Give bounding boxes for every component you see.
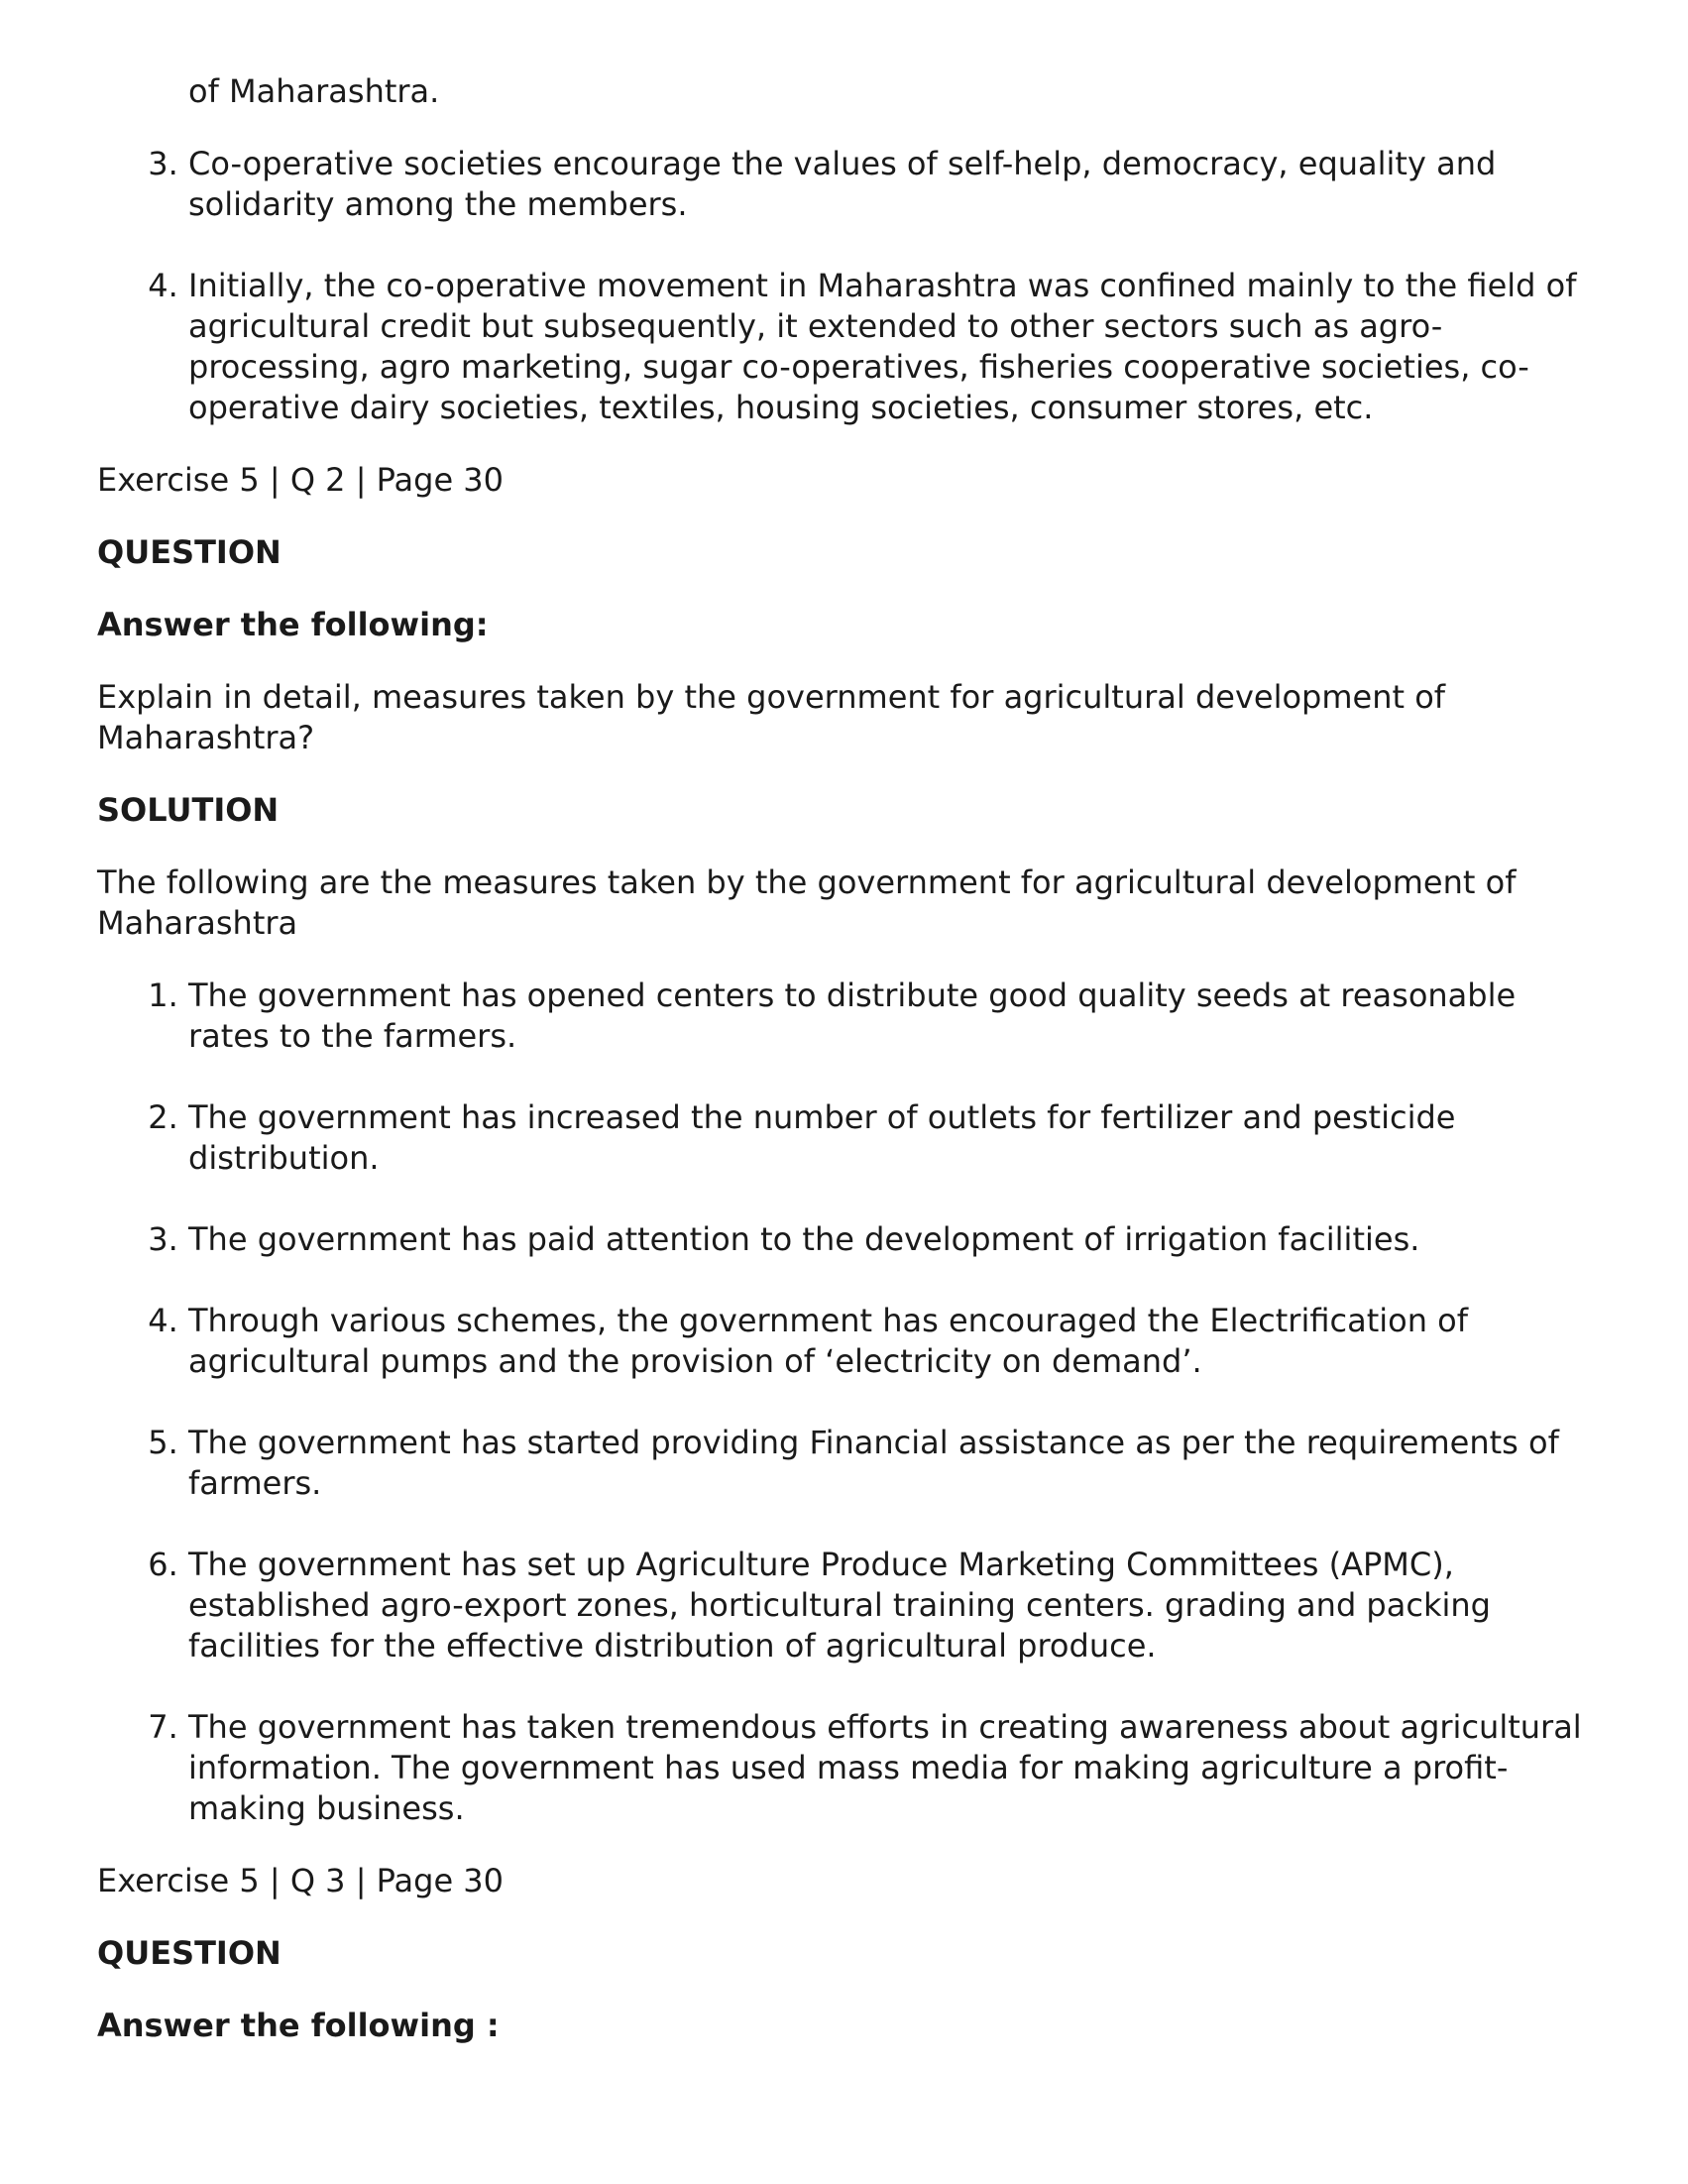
list-item: 1. The government has opened centers to distribute good quality seeds at reasonable rates to the farmers. (188, 976, 1584, 1057)
solution-heading: SOLUTION (97, 791, 280, 829)
list-item: 3. Co-operative societies encourage the values of self-help, democracy, equality and solidarity among the members. (188, 144, 1584, 225)
exercise-reference-q3: Exercise 5 | Q 3 | Page 30 (97, 1862, 505, 1899)
instruction-text: Answer the following: (97, 606, 489, 643)
list-item: 4. Initially, the co-operative movement in Maharashtra was confined mainly to the field of agricultural credit but subsequently, it extended to other sectors such as agro-processing, agro marketing, sugar co-operatives, fisheries cooperative societies, co-operative dairy societies, textiles, housing societies, consumer stores, etc. (188, 266, 1584, 428)
list-item: 6. The government has set up Agriculture Produce Marketing Committees (APMC), established agro-export zones, horticultural training centers. grading and packing facilities for the effective distribution of agricultural produce. (188, 1545, 1584, 1667)
question-text: Explain in detail, measures taken by the government for agricultural development of Maharashtra? (97, 678, 1446, 756)
previous-solution-list (97, 144, 1584, 428)
question-heading: QUESTION (97, 1934, 281, 1972)
list-item: 5. The government has started providing Financial assistance as per the requirements of farmers. (188, 1423, 1584, 1504)
instruction-text: Answer the following : (97, 2007, 500, 2044)
continuation-text: of Maharashtra. (188, 72, 440, 110)
list-item: 2. The government has increased the number of outlets for fertilizer and pesticide distribution. (188, 1097, 1584, 1179)
solution-intro: The following are the measures taken by the government for agricultural development of Maharashtra (97, 863, 1517, 942)
list-item: 7. The government has taken tremendous efforts in creating awareness about agricultural information. The government has used mass media for making agriculture a profit-making business. (188, 1707, 1584, 1829)
solution-list (97, 976, 1584, 1829)
list-item: 4. Through various schemes, the government has encouraged the Electrification of agricultural pumps and the provision of ‘electricity on demand’. (188, 1301, 1584, 1382)
document-page (97, 71, 1584, 2078)
exercise-reference-q2: Exercise 5 | Q 2 | Page 30 (97, 461, 505, 499)
question-heading: QUESTION (97, 533, 281, 571)
list-item: 3. The government has paid attention to the development of irrigation facilities. (188, 1219, 1584, 1260)
